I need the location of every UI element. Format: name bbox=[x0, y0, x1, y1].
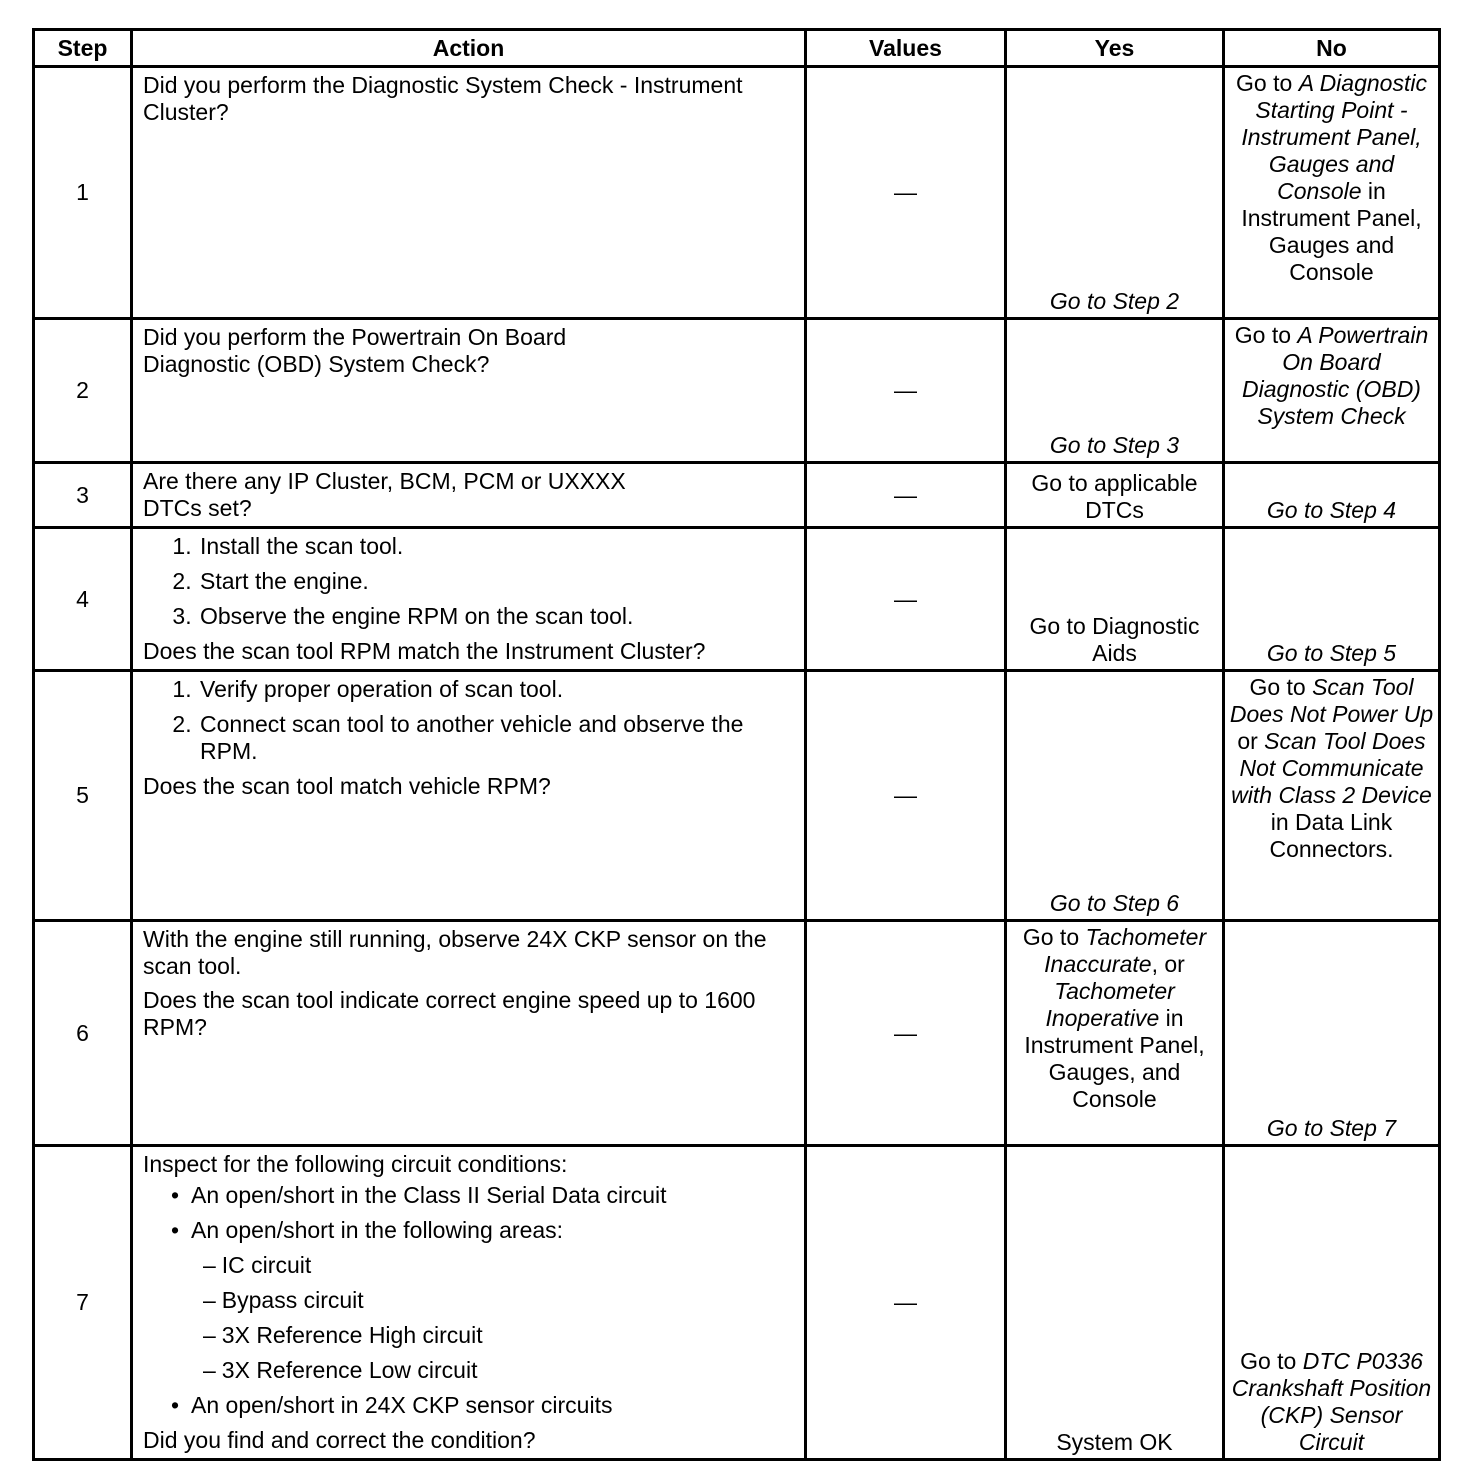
list-item bbox=[191, 1182, 794, 1209]
action-cell bbox=[132, 1146, 806, 1460]
no-cell bbox=[1224, 528, 1440, 671]
dash-item: – IC circuit bbox=[203, 1252, 312, 1278]
action-steps bbox=[143, 533, 794, 630]
step-number: 3 bbox=[34, 463, 132, 528]
step-number: 1 bbox=[34, 67, 132, 319]
action-question: Did you find and correct the condition? bbox=[143, 1427, 536, 1453]
text-segment: Go to bbox=[1236, 70, 1299, 96]
no-link[interactable]: Go to Step 4 bbox=[1266, 497, 1397, 523]
step-number: 6 bbox=[34, 921, 132, 1146]
action-question: Does the scan tool indicate correct engine speed up to 1600 RPM? bbox=[143, 987, 756, 1040]
list-item: 2. Connect scan tool to another vehicle and observe the RPM. bbox=[198, 711, 794, 765]
yes-link[interactable]: Go to applicable DTCs bbox=[1031, 470, 1198, 523]
header-no: No bbox=[1224, 30, 1440, 67]
list-item: 1. Install the scan tool. bbox=[198, 533, 794, 560]
values-cell: — bbox=[806, 463, 1006, 528]
yes-cell bbox=[1006, 67, 1224, 319]
table-row bbox=[34, 67, 1440, 319]
area-list bbox=[191, 1252, 794, 1384]
yes-link[interactable]: Go to Diagnostic Aids bbox=[1029, 613, 1200, 666]
no-cell bbox=[1224, 921, 1440, 1146]
values-cell: — bbox=[806, 671, 1006, 921]
action-cell bbox=[132, 671, 806, 921]
no-cell[interactable] bbox=[1224, 1146, 1440, 1460]
yes-link[interactable]: Go to Step 3 bbox=[1049, 432, 1180, 458]
link-segment[interactable]: A Diagnostic Starting Point - Instrument Panel, Gauges and Console bbox=[1241, 70, 1427, 204]
action-cell bbox=[132, 528, 806, 671]
action-question: Does the scan tool match vehicle RPM? bbox=[143, 773, 551, 799]
step-number: 5 bbox=[34, 671, 132, 921]
table-row bbox=[34, 1146, 1440, 1460]
values-cell: — bbox=[806, 67, 1006, 319]
action-text: Did you perform the Powertrain On Board Diagnostic (OBD) System Check? bbox=[143, 324, 567, 377]
list-item: 3. Observe the engine RPM on the scan tool. bbox=[198, 603, 794, 630]
yes-cell bbox=[1006, 528, 1224, 671]
values-cell: — bbox=[806, 1146, 1006, 1460]
text-segment: in Data Link Connectors. bbox=[1269, 809, 1394, 862]
step-number: 4 bbox=[34, 528, 132, 671]
text-segment: in Instrument Panel, Gauges and Console bbox=[1241, 178, 1422, 285]
values-cell: — bbox=[806, 921, 1006, 1146]
bullet-text: An open/short in the Class II Serial Data circuit bbox=[191, 1182, 667, 1208]
link-segment[interactable]: Scan Tool Does Not Communicate with Class 2 Device bbox=[1231, 728, 1432, 808]
yes-cell bbox=[1006, 319, 1224, 463]
text-segment: in Instrument Panel, Gauges, and Console bbox=[1024, 1005, 1205, 1112]
text-segment: Go to bbox=[1249, 674, 1313, 700]
action-cell bbox=[132, 319, 806, 463]
diagnostic-table-page bbox=[32, 28, 1438, 1461]
list-item: 2. Start the engine. bbox=[198, 568, 794, 595]
text-segment: or bbox=[1237, 728, 1265, 754]
no-cell[interactable] bbox=[1224, 671, 1440, 921]
action-intro: Inspect for the following circuit conditions: bbox=[143, 1151, 568, 1177]
dash-text: Bypass circuit bbox=[221, 1287, 364, 1313]
action-cell bbox=[132, 67, 806, 319]
bullet-text: An open/short in the following areas: bbox=[191, 1217, 564, 1243]
yes-cell bbox=[1006, 463, 1224, 528]
link-segment[interactable]: DTC P0336 Crankshaft Position (CKP) Sensor Circuit bbox=[1231, 1348, 1432, 1455]
yes-cell bbox=[1006, 1146, 1224, 1460]
dash-item: – Bypass circuit bbox=[203, 1287, 364, 1313]
link-segment[interactable]: Tachometer Inaccurate bbox=[1044, 924, 1207, 977]
action-cell bbox=[132, 463, 806, 528]
no-cell[interactable] bbox=[1224, 67, 1440, 319]
step-number: 7 bbox=[34, 1146, 132, 1460]
table-row bbox=[34, 921, 1440, 1146]
action-text: Did you perform the Diagnostic System Check - Instrument Cluster? bbox=[143, 72, 743, 125]
values-cell: — bbox=[806, 319, 1006, 463]
link-segment[interactable]: A Powertrain On Board Diagnostic (OBD) System Check bbox=[1242, 322, 1429, 429]
link-segment[interactable]: Tachometer Inoperative bbox=[1045, 978, 1175, 1031]
dash-text: IC circuit bbox=[221, 1252, 312, 1278]
yes-link[interactable]: Go to Step 2 bbox=[1049, 288, 1180, 314]
no-cell bbox=[1224, 463, 1440, 528]
table-row bbox=[34, 671, 1440, 921]
list-item bbox=[191, 1392, 794, 1419]
action-question: Does the scan tool RPM match the Instrument Cluster? bbox=[143, 638, 706, 664]
dash-text: 3X Reference High circuit bbox=[221, 1322, 483, 1348]
text-segment: , or bbox=[1151, 951, 1185, 977]
bullet-text: An open/short in 24X CKP sensor circuits bbox=[191, 1392, 613, 1418]
text-segment: Go to bbox=[1240, 1348, 1303, 1374]
values-cell: — bbox=[806, 528, 1006, 671]
diagnostic-table bbox=[32, 28, 1441, 1461]
dash-item: – 3X Reference High circuit bbox=[203, 1322, 483, 1348]
yes-link[interactable]: Go to Step 6 bbox=[1049, 890, 1180, 916]
action-steps bbox=[143, 676, 794, 765]
header-values: Values bbox=[806, 30, 1006, 67]
yes-cell bbox=[1006, 671, 1224, 921]
condition-list bbox=[143, 1182, 794, 1419]
text-segment: Go to bbox=[1234, 322, 1298, 348]
dash-text: 3X Reference Low circuit bbox=[221, 1357, 478, 1383]
yes-link[interactable]: System OK bbox=[1056, 1429, 1173, 1455]
action-text: Are there any IP Cluster, BCM, PCM or UXXXX DTCs set? bbox=[143, 468, 626, 521]
link-segment[interactable]: Scan Tool Does Not Power Up bbox=[1229, 674, 1434, 727]
text-segment: Go to bbox=[1022, 924, 1086, 950]
no-cell[interactable] bbox=[1224, 319, 1440, 463]
table-row bbox=[34, 319, 1440, 463]
header-step: Step bbox=[34, 30, 132, 67]
step-number: 2 bbox=[34, 319, 132, 463]
list-item: 1. Verify proper operation of scan tool. bbox=[198, 676, 794, 703]
action-cell bbox=[132, 921, 806, 1146]
header-yes: Yes bbox=[1006, 30, 1224, 67]
no-link[interactable]: Go to Step 7 bbox=[1266, 1115, 1397, 1141]
list-item bbox=[191, 1217, 794, 1384]
dash-item: – 3X Reference Low circuit bbox=[203, 1357, 478, 1383]
header-row bbox=[34, 30, 1440, 67]
table-row bbox=[34, 528, 1440, 671]
action-text: With the engine still running, observe 24X CKP sensor on the scan tool. bbox=[143, 926, 767, 979]
header-action: Action bbox=[132, 30, 806, 67]
no-link[interactable]: Go to Step 5 bbox=[1266, 640, 1397, 666]
yes-cell[interactable] bbox=[1006, 921, 1224, 1146]
table-row bbox=[34, 463, 1440, 528]
